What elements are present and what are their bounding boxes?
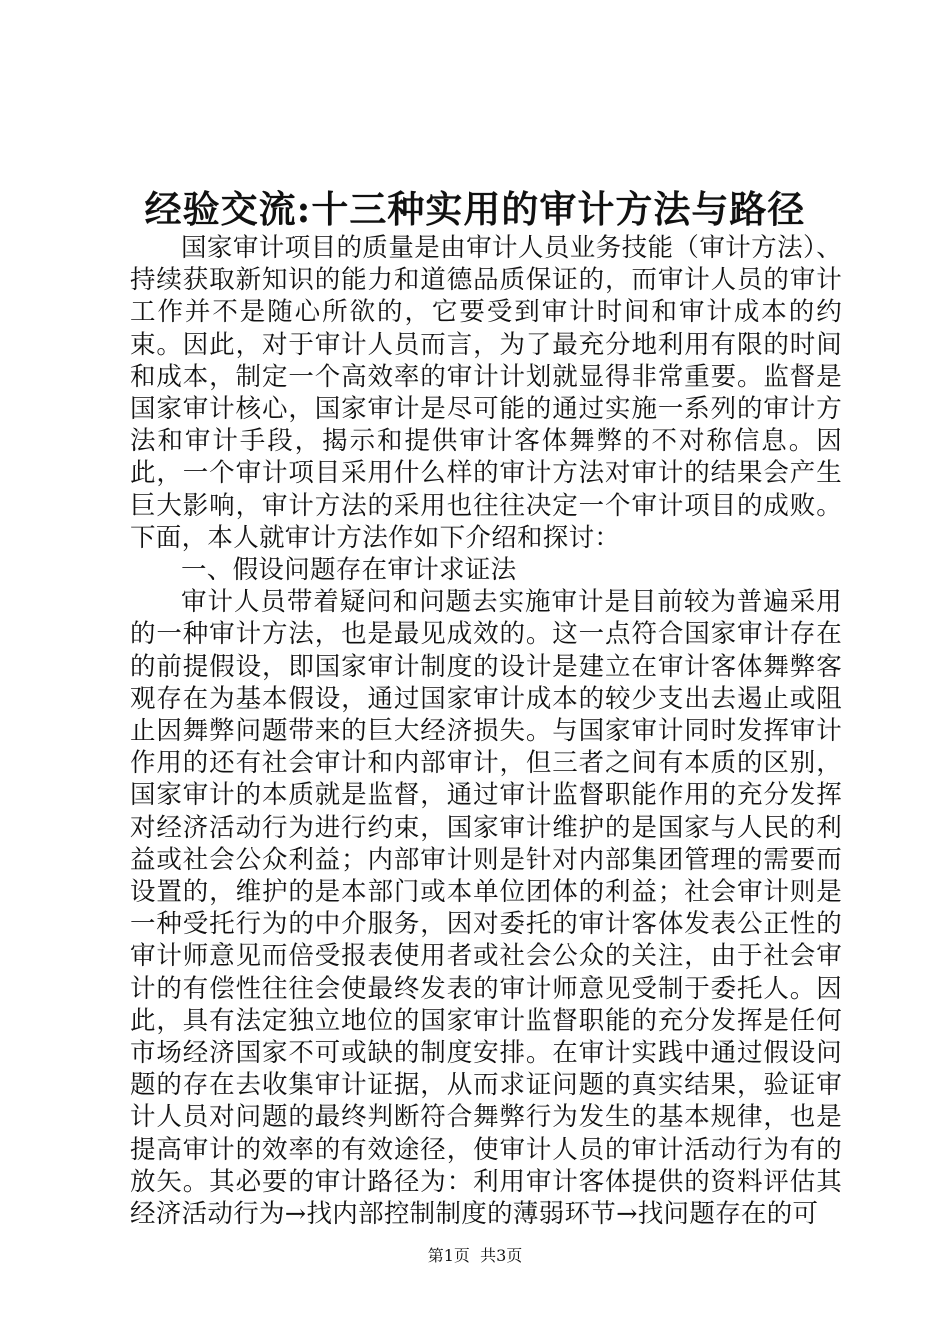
page-total: 共3页 (480, 1246, 523, 1265)
intro-paragraph: 国家审计项目的质量是由审计人员业务技能（审计方法）、持续获取新知识的能力和道德品质保证的，而审计人员的审计工作并不是随心所欲的，它要受到审计时间和审计成本的约束。因此，对于审计人员而言，为了最充分地利用有限的时间和成本，制定一个高效率的审计计划就显得非常重要。监督是国家审计核心，国家审计是尽可能的通过实施一系列的审计方法和审计手段，揭示和提供审计客体舞弊的不对称信息。因此，一个审计项目采用什么样的审计方法对审计的结果会产生巨大影响，审计方法的采用也往往决定一个审计项目的成败。下面，本人就审计方法作如下介绍和探讨： (130, 233, 842, 553)
section-heading: 一、假设问题存在审计求证法 (181, 555, 517, 586)
section-paragraph: 审计人员带着疑问和问题去实施审计是目前较为普遍采用的一种审计方法，也是最见成效的。这一点符合国家审计存在的前提假设，即国家审计制度的设计是建立在审计客体舞弊客观存在为基本假设，通过国家审计成本的较少支出去遏止或阻止因舞弊问题带来的巨大经济损失。与国家审计同时发挥审计作用的还有社会审计和内部审计，但三者之间有本质的区别，国家审计的本质就是监督，通过审计监督职能作用的充分发挥对经济活动行为进行约束，国家审计维护的是国家与人民的利益或社会公众利益；内部审计则是针对内部集团管理的需要而设置的，维护的是本部门或本单位团体的利益；社会审计则是一种受托行为的中介服务，因对委托的审计客体发表公正性的审计师意见而倍受报表使用者或社会公众的关注，由于社会审计的有偿性往往会使最终发表的审计师意见受制于委托人。因此，具有法定独立地位的国家审计监督职能的充分发挥是任何市场经济国家不可或缺的制度安排。在审计实践中通过假设问题的存在去收集审计证据，从而求证问题的真实结果，验证审计人员对问题的最终判断符合舞弊行为发生的基本规律，也是提高审计的效率的有效途径，使审计人员的审计活动行为有的放矢。其必要的审计路径为：利用审计客体提供的资料评估其经济活动行为→找内部控制制度的薄弱环节→找问题存在的可 (130, 587, 842, 1230)
page-footer (0, 1245, 950, 1267)
document-body (130, 232, 842, 1230)
document-title: 经验交流:十三种实用的审计方法与路径 (144, 187, 806, 231)
page-number: 第1页 (427, 1246, 470, 1265)
